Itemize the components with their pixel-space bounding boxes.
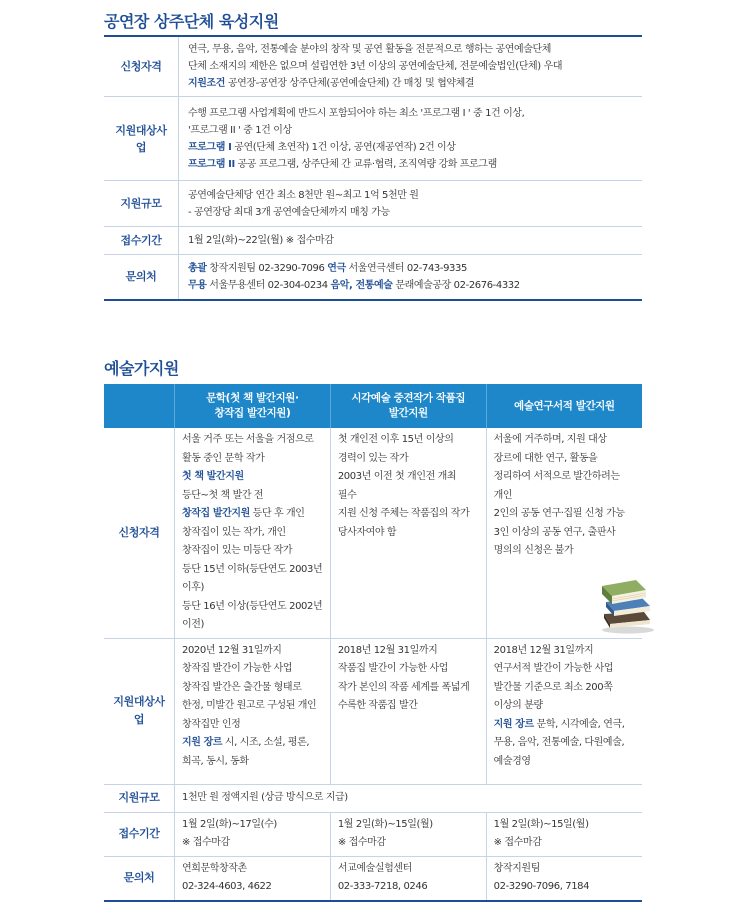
highlight-label: 지원조건 bbox=[188, 78, 226, 89]
header-line: 문학(첫 책 발간지원· bbox=[206, 392, 299, 404]
text-line bbox=[494, 716, 635, 735]
text-line: 1월 2일(화)~17일(수) bbox=[182, 818, 277, 830]
header-research: 예술연구서적 발간지원 bbox=[486, 384, 642, 428]
text-line: 02-324-4603, 4622 bbox=[182, 881, 272, 892]
text-line: ※ 접수마감 bbox=[337, 837, 386, 848]
text-line: 수록한 작품집 발간 bbox=[337, 700, 418, 711]
highlight-label: 첫 책 발간지원 bbox=[182, 471, 244, 482]
cell-literature bbox=[175, 428, 331, 638]
row-period bbox=[104, 227, 642, 255]
highlight-label: 창작집 발간지원 bbox=[182, 508, 250, 519]
text-line: 발간물 기준으로 최소 200쪽 bbox=[493, 681, 613, 693]
text: 서울연극센터 02-743-9335 bbox=[345, 262, 467, 274]
row-label: 지원규모 bbox=[104, 784, 175, 812]
header-corner bbox=[104, 384, 175, 428]
text-line: 서교예술실험센터 bbox=[337, 862, 412, 874]
text: 공공 프로그램, 상주단체 간 교류·협력, 조직역량 강화 프로그램 bbox=[234, 158, 497, 170]
text-line: 2020년 12월 31일까지 bbox=[182, 644, 282, 656]
row-content bbox=[179, 181, 643, 227]
text-line: 작가 본인의 작품 세계를 폭넓게 bbox=[337, 681, 470, 693]
text-line: 연희문학창작촌 bbox=[182, 862, 247, 874]
books-illustration bbox=[598, 572, 654, 634]
text-line: 무용, 음악, 전통예술, 다원예술, bbox=[493, 737, 625, 748]
text: 문래예술공장 02-2676-4332 bbox=[392, 279, 520, 291]
header-literature bbox=[175, 384, 331, 428]
text-line: 당사자여야 함 bbox=[337, 526, 397, 538]
text-line: 이상의 분량 bbox=[493, 700, 543, 711]
cell-visual-arts bbox=[330, 638, 486, 784]
text-line bbox=[188, 139, 634, 156]
text-line: 활동 중인 문학 작가 bbox=[182, 452, 265, 464]
text-line: 2018년 12월 31일까지 bbox=[493, 644, 594, 656]
text: 시, 시조, 소설, 평론, bbox=[222, 737, 310, 748]
row-programs bbox=[104, 638, 642, 784]
cell-literature bbox=[175, 638, 331, 784]
cell-research bbox=[486, 856, 642, 901]
row-contact bbox=[104, 255, 642, 300]
text-line: 첫 개인전 이후 15년 이상의 bbox=[337, 434, 454, 445]
text: 공연장-공연장 상주단체(공연예술단체) 간 매칭 및 협약체결 bbox=[225, 78, 475, 89]
text-line: 필수 bbox=[337, 489, 357, 501]
text-line bbox=[188, 156, 634, 173]
text-line: 창작집 발간은 출간물 형태로 bbox=[182, 681, 302, 693]
highlight-label: 프로그램 II bbox=[188, 158, 235, 170]
text-line: 창작집이 있는 작가, 개인 bbox=[182, 526, 286, 538]
row-label: 신청자격 bbox=[104, 428, 175, 638]
text-line bbox=[182, 734, 323, 753]
text-line: 2인의 공동 연구·집필 신청 가능 bbox=[493, 508, 625, 519]
row-period bbox=[104, 812, 642, 856]
highlight-label: 총괄 bbox=[188, 262, 207, 274]
cell-scale: 1천만 원 정액지원 (상금 방식으로 지급) bbox=[175, 784, 643, 812]
highlight-label: 음악, 전통예술 bbox=[330, 279, 393, 291]
header-line: 시각예술 중견작가 작품집 bbox=[351, 392, 466, 404]
text-line: 등단 16년 이상(등단연도 2002년 bbox=[182, 600, 323, 612]
cell-visual-arts bbox=[330, 856, 486, 901]
cell-research bbox=[486, 638, 642, 784]
row-content bbox=[179, 97, 643, 181]
text-line: 창작집이 있는 미등단 작가 bbox=[182, 545, 293, 556]
highlight-label: 연극 bbox=[327, 262, 346, 274]
text: 공연(단체 초연작) 1건 이상, 공연(재공연작) 2건 이상 bbox=[231, 141, 456, 153]
text-line: 서울 거주 또는 서울을 거점으로 bbox=[182, 434, 314, 445]
row-label: 신청자격 bbox=[104, 36, 179, 97]
cell-visual-arts bbox=[330, 428, 486, 638]
text-line: 개인 bbox=[493, 489, 513, 501]
text-line: 창작집 발간이 가능한 사업 bbox=[182, 663, 293, 674]
header-row bbox=[104, 384, 642, 428]
text-line: 명의의 신청은 불가 bbox=[493, 545, 574, 556]
header-line: 발간지원 bbox=[388, 407, 428, 419]
row-label: 문의처 bbox=[104, 255, 179, 300]
support-table-artists bbox=[104, 384, 642, 902]
text-line: 정리하여 서적으로 발간하려는 bbox=[493, 471, 620, 482]
text: 창작지원팀 02-3290-7096 bbox=[206, 262, 328, 274]
text-line: 지원 신청 주체는 작품집의 작가 bbox=[337, 508, 470, 519]
text-line: ※ 접수마감 bbox=[493, 837, 542, 848]
row-label: 지원대상사업 bbox=[104, 638, 175, 784]
row-content: 1월 2일(화)~22일(월) ※ 접수마감 bbox=[179, 227, 643, 255]
text-line bbox=[182, 505, 323, 524]
text-line: 작품집 발간이 가능한 사업 bbox=[337, 663, 449, 674]
row-label: 지원규모 bbox=[104, 181, 179, 227]
text-line: '프로그램 II ' 중 1건 이상 bbox=[188, 124, 292, 136]
highlight-label: 지원 장르 bbox=[182, 737, 223, 748]
text-line: 경력이 있는 작가 bbox=[337, 452, 409, 464]
row-content bbox=[179, 255, 643, 300]
text-line bbox=[188, 277, 634, 294]
text-line: 연극, 무용, 음악, 전통예술 분야의 창작 및 공연 활동을 전문적으로 행하는 공연예술단체 bbox=[188, 44, 552, 55]
text-line: 연구서적 발간이 가능한 사업 bbox=[493, 663, 614, 674]
text-line: 서울에 거주하며, 지원 대상 bbox=[493, 434, 607, 445]
text-line: 장르에 대한 연구, 활동을 bbox=[493, 452, 598, 464]
text-line: 02-333-7218, 0246 bbox=[337, 881, 428, 892]
text-line: 이전) bbox=[182, 619, 205, 630]
text-line: 단체 소재지의 제한은 없으며 설립연한 3년 이상의 공연예술단체, 전문예술법인(단체) 우대 bbox=[188, 61, 563, 72]
text-line: 2003년 이전 첫 개인전 개최 bbox=[337, 471, 457, 482]
support-table-resident-company bbox=[104, 35, 642, 301]
text-line: 3인 이상의 공동 연구, 출판사 bbox=[493, 526, 616, 538]
row-scale bbox=[104, 784, 642, 812]
text-line: 02-3290-7096, 7184 bbox=[493, 881, 590, 892]
text-line: 창작지원팀 bbox=[493, 862, 540, 874]
row-label: 접수기간 bbox=[104, 812, 175, 856]
cell-visual-arts bbox=[330, 812, 486, 856]
text-line: 이후) bbox=[182, 582, 205, 593]
text-line: 한정, 미발간 원고로 구성된 개인 bbox=[182, 700, 317, 711]
highlight-label: 무용 bbox=[188, 279, 207, 291]
row-contact bbox=[104, 856, 642, 901]
text-line bbox=[188, 260, 634, 277]
highlight-label: 프로그램 I bbox=[188, 141, 232, 153]
row-label: 접수기간 bbox=[104, 227, 179, 255]
cell-literature bbox=[175, 812, 331, 856]
row-content bbox=[179, 36, 643, 97]
text-line: 등단 15년 이하(등단연도 2003년 bbox=[182, 563, 323, 575]
text-line: 공연예술단체당 연간 최소 8천만 원~최고 1억 5천만 원 bbox=[188, 189, 419, 201]
text-line: ※ 접수마감 bbox=[182, 837, 230, 848]
row-eligibility bbox=[104, 36, 642, 97]
text-line: 등단~첫 책 발간 전 bbox=[182, 489, 264, 501]
highlight-label: 지원 장르 bbox=[493, 718, 534, 730]
header-line: 창작집 발간지원) bbox=[214, 407, 291, 419]
row-scale bbox=[104, 181, 642, 227]
text-line: 창작집만 인정 bbox=[182, 718, 241, 730]
text-line: - 공연장당 최대 3개 공연예술단체까지 매칭 가능 bbox=[188, 206, 390, 218]
text-line: 예술경영 bbox=[493, 755, 531, 767]
text-line bbox=[188, 75, 634, 92]
cell-literature bbox=[175, 856, 331, 901]
row-programs bbox=[104, 97, 642, 181]
section2-title: 예술가지원 bbox=[104, 359, 179, 378]
text: 문학, 시각예술, 연극, bbox=[533, 718, 625, 730]
text-line: 희곡, 동시, 동화 bbox=[182, 755, 249, 767]
section1-title: 공연장 상주단체 육성지원 bbox=[104, 12, 279, 31]
text: 등단 후 개인 bbox=[249, 508, 305, 519]
text-line: 1월 2일(화)~15일(월) bbox=[493, 818, 589, 830]
text-line: 2018년 12월 31일까지 bbox=[337, 644, 438, 656]
cell-research bbox=[486, 812, 642, 856]
row-label: 지원대상사업 bbox=[104, 97, 179, 181]
header-visual-arts bbox=[330, 384, 486, 428]
text: 서울무용센터 02-304-0234 bbox=[206, 279, 331, 291]
row-label: 문의처 bbox=[104, 856, 175, 901]
text-line: 수행 프로그램 사업계획에 반드시 포함되어야 하는 최소 '프로그램 I ' 중 1건 이상, bbox=[188, 107, 525, 119]
text-line: 1월 2일(화)~15일(월) bbox=[337, 818, 433, 830]
row-eligibility bbox=[104, 428, 642, 638]
